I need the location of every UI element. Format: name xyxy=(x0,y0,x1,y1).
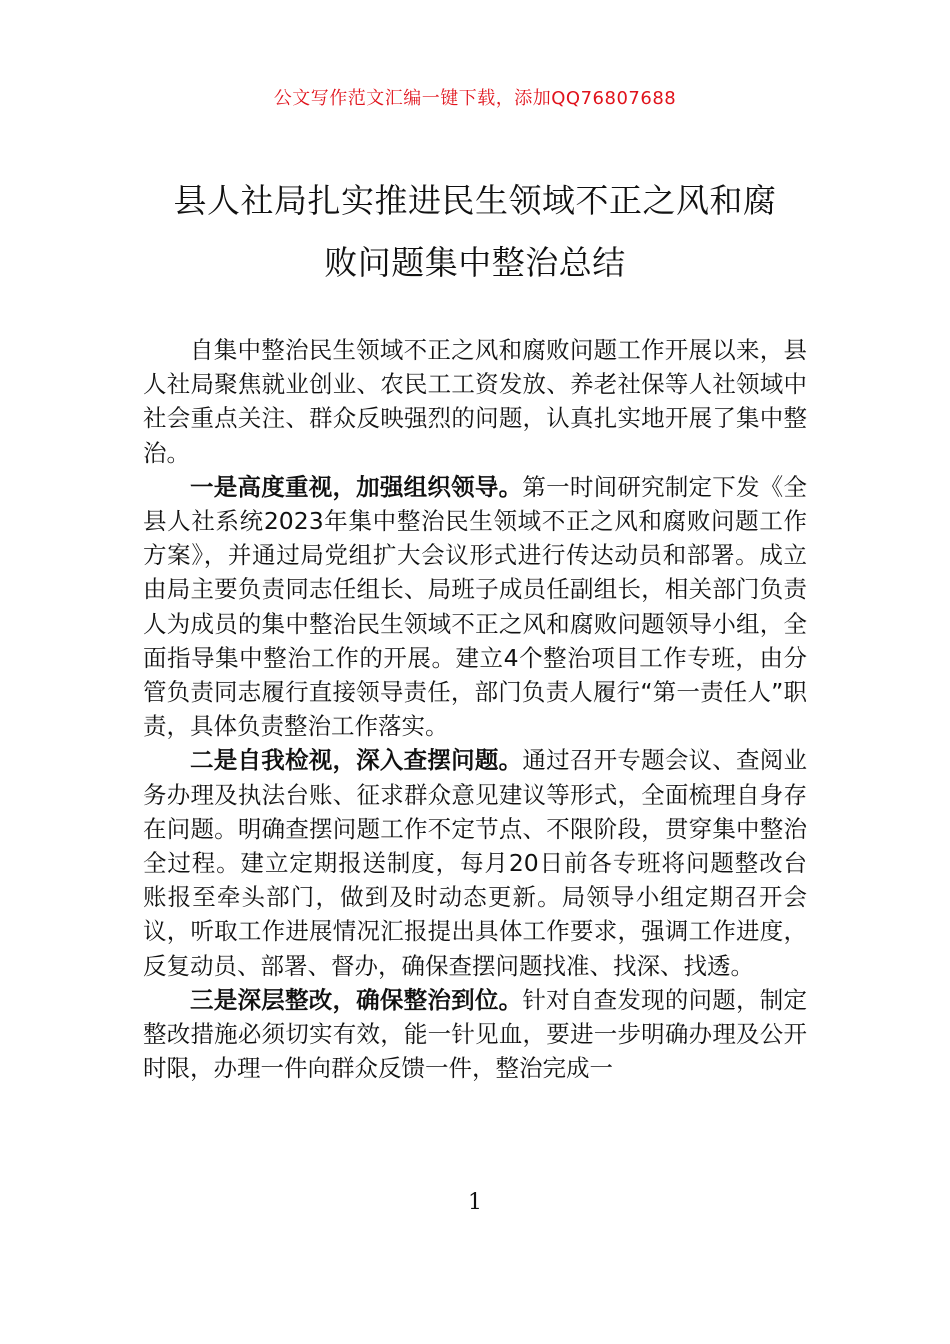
download-note: 公文写作范文汇编一键下载，添加QQ76807688 xyxy=(273,88,677,109)
page-number: 1 xyxy=(468,1190,482,1215)
document-title xyxy=(140,170,810,294)
paragraph-intro xyxy=(143,333,807,470)
paragraph-text: 通过召开专题会议、查阅业务办理及执法台账、征求群众意见建议等形式，全面梳理自身存在问题。明确查摆问题工作不定节点、不限阶段，贯穿集中整治全过程。建立定期报送制度，每月20日前各专班将问题整改台账报至牵头部门，做到及时动态更新。局领导小组定期召开会议，听取工作进展情况汇报提出具体工作要求，强调工作进度，反复动员、部署、督办，确保查摆问题找准、找深、找透。 xyxy=(143,746,808,980)
paragraph-text: 自集中整治民生领域不正之风和腐败问题工作开展以来，县人社局聚焦就业创业、农民工工资发放、养老社保等人社领域中社会重点关注、群众反映强烈的问题，认真扎实地开展了集中整治。 xyxy=(143,336,807,467)
paragraph-point-2 xyxy=(143,743,807,982)
paragraph-lead: 三是深层整改，确保整治到位。 xyxy=(190,985,523,1014)
paragraph-point-3 xyxy=(143,983,807,1086)
paragraph-lead: 二是自我检视，深入查摆问题。 xyxy=(190,746,523,775)
paragraph-point-1 xyxy=(143,470,807,744)
paragraph-lead: 一是高度重视，加强组织领导。 xyxy=(190,472,523,501)
title-line-1: 县人社局扎实推进民生领域不正之风和腐 xyxy=(173,181,777,220)
paragraph-text: 第一时间研究制定下发《全县人社系统2023年集中整治民生领域不正之风和腐败问题工作方案》，并通过局党组扩大会议形式进行传达动员和部署。成立由局主要负责同志任组长、局班子成员任副组长，相关部门负责人为成员的集中整治民生领域不正之风和腐败问题领导小组，全面指导集中整治工作的开展。建立4个整治项目工作专班，由分管负责同志履行直接领导责任，部门负责人履行“第一责任人”职责，具体负责整治工作落实。 xyxy=(143,472,808,741)
document-body xyxy=(143,333,807,1085)
paragraph-text: 针对自查发现的问题，制定整改措施必须切实有效，能一针见血，要进一步明确办理及公开时限，办理一件向群众反馈一件，整治完成一 xyxy=(143,985,808,1083)
title-line-2: 败问题集中整治总结 xyxy=(324,243,626,282)
